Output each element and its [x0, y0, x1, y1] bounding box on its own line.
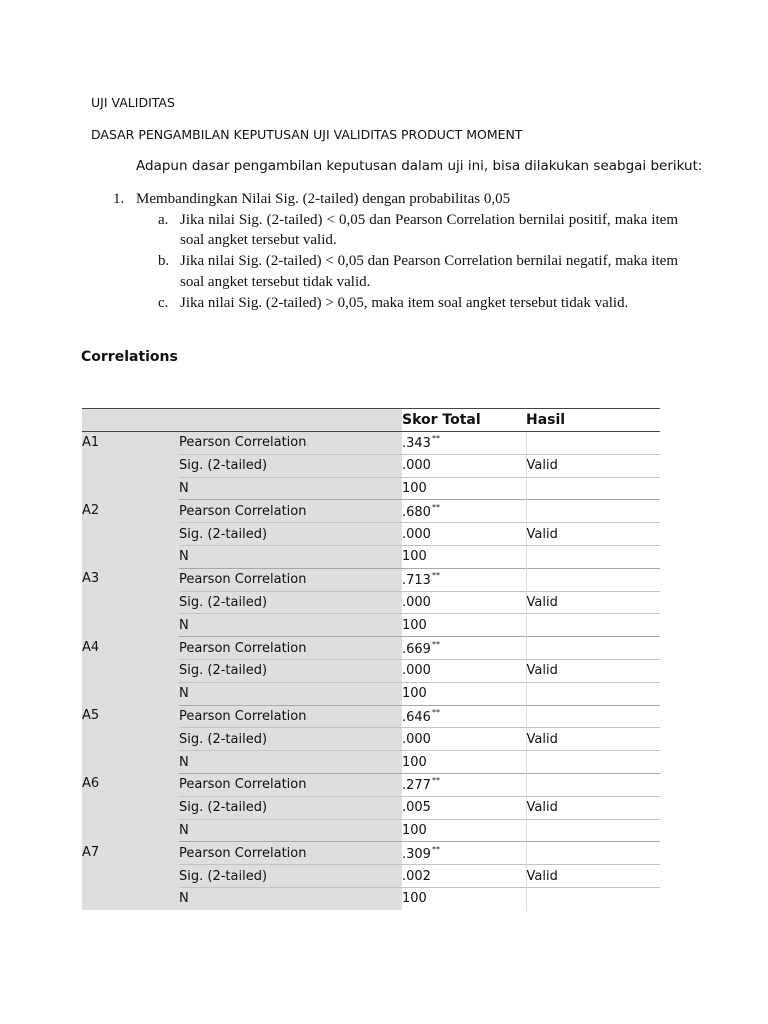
sig-value: .000: [402, 659, 526, 682]
n-value: 100: [402, 682, 526, 705]
result-value: Valid: [526, 728, 660, 751]
result-cell-empty: [526, 773, 660, 796]
stat-label: Sig. (2-tailed): [179, 865, 402, 888]
list-item-1: [108, 189, 678, 210]
n-value: 100: [402, 614, 526, 637]
pearson-value: .277: [402, 778, 431, 794]
stat-label: N: [179, 545, 402, 568]
criteria-list: [108, 189, 678, 313]
result-value: Valid: [526, 454, 660, 477]
table-header-row: [82, 409, 660, 432]
list-marker: a.: [158, 211, 169, 228]
pearson-value: .309: [402, 846, 431, 862]
stat-label: N: [179, 477, 402, 500]
item-label: A2: [82, 500, 179, 568]
sig-value: .000: [402, 728, 526, 751]
result-value: Valid: [526, 659, 660, 682]
item-label: A6: [82, 773, 179, 841]
result-cell-empty: [526, 545, 660, 568]
stat-label: Pearson Correlation: [179, 568, 402, 591]
stat-label: Pearson Correlation: [179, 773, 402, 796]
significance-marker: **: [431, 571, 440, 581]
pearson-value-cell: [402, 432, 526, 455]
pearson-value-cell: [402, 773, 526, 796]
item-label: A4: [82, 637, 179, 705]
result-cell-empty: [526, 682, 660, 705]
sig-value: .000: [402, 591, 526, 614]
significance-marker: **: [431, 639, 440, 649]
stat-label: N: [179, 682, 402, 705]
header-cell-item: [82, 409, 179, 432]
result-cell-empty: [526, 432, 660, 455]
result-cell-empty: [526, 500, 660, 523]
stat-label: Sig. (2-tailed): [179, 591, 402, 614]
n-value: 100: [402, 545, 526, 568]
list-marker: b.: [158, 253, 170, 270]
stat-label: Sig. (2-tailed): [179, 796, 402, 819]
stat-label: N: [179, 614, 402, 637]
table-row: [82, 705, 660, 728]
list-subitem-text: Jika nilai Sig. (2-tailed) < 0,05 dan Pearson Correlation bernilai positif, maka item soal angket tersebut valid.: [180, 211, 678, 249]
stat-label: N: [179, 887, 402, 909]
stat-label: N: [179, 751, 402, 774]
table-row: [82, 637, 660, 660]
stat-label: Pearson Correlation: [179, 842, 402, 865]
stat-label: Sig. (2-tailed): [179, 454, 402, 477]
table-row: [82, 842, 660, 865]
list-subitem-b: [108, 251, 678, 292]
pearson-value-cell: [402, 568, 526, 591]
result-value: Valid: [526, 523, 660, 546]
pearson-value: .713: [402, 573, 431, 589]
list-marker: c.: [158, 294, 169, 311]
correlations-table: [82, 408, 660, 910]
result-cell-empty: [526, 568, 660, 591]
result-cell-empty: [526, 477, 660, 500]
sig-value: .005: [402, 796, 526, 819]
stat-label: Sig. (2-tailed): [179, 728, 402, 751]
pearson-value: .646: [402, 709, 431, 725]
stat-label: Sig. (2-tailed): [179, 659, 402, 682]
pearson-value: .680: [402, 504, 431, 520]
pearson-value-cell: [402, 637, 526, 660]
sig-value: .000: [402, 454, 526, 477]
result-cell-empty: [526, 614, 660, 637]
pearson-value-cell: [402, 500, 526, 523]
table-row: [82, 432, 660, 455]
stat-label: Pearson Correlation: [179, 705, 402, 728]
result-cell-empty: [526, 705, 660, 728]
significance-marker: **: [431, 502, 440, 512]
table-row: [82, 500, 660, 523]
list-subitem-text: Jika nilai Sig. (2-tailed) < 0,05 dan Pearson Correlation bernilai negatif, maka item soal angket tersebut tidak valid.: [180, 253, 678, 290]
list-marker: 1.: [113, 191, 125, 207]
result-cell-empty: [526, 751, 660, 774]
table-row: [82, 773, 660, 796]
result-cell-empty: [526, 842, 660, 865]
document-subtitle: DASAR PENGAMBILAN KEPUTUSAN UJI VALIDITAS PRODUCT MOMENT: [91, 127, 523, 142]
result-cell-empty: [526, 819, 660, 842]
header-cell-hasil: Hasil: [526, 409, 660, 432]
significance-marker: **: [431, 434, 440, 444]
header-cell-skor-total: Skor Total: [402, 409, 526, 432]
list-subitem-text: Jika nilai Sig. (2-tailed) > 0,05, maka item soal angket tersebut tidak valid.: [180, 294, 629, 311]
pearson-value: .669: [402, 641, 431, 657]
result-value: Valid: [526, 796, 660, 819]
item-label: A5: [82, 705, 179, 773]
item-label: A3: [82, 568, 179, 636]
stat-label: Sig. (2-tailed): [179, 523, 402, 546]
item-label: A7: [82, 842, 179, 910]
header-cell-stat: [179, 409, 402, 432]
n-value: 100: [402, 819, 526, 842]
result-value: Valid: [526, 865, 660, 888]
stat-label: Pearson Correlation: [179, 637, 402, 660]
n-value: 100: [402, 751, 526, 774]
list-item-text: Membandingkan Nilai Sig. (2-tailed) dengan probabilitas 0,05: [136, 191, 511, 207]
stat-label: Pearson Correlation: [179, 500, 402, 523]
correlations-title: Correlations: [81, 349, 178, 365]
n-value: 100: [402, 887, 526, 909]
pearson-value-cell: [402, 842, 526, 865]
result-value: Valid: [526, 591, 660, 614]
result-cell-empty: [526, 637, 660, 660]
list-subitem-c: [108, 293, 678, 314]
document-title: UJI VALIDITAS: [91, 95, 175, 110]
significance-marker: **: [431, 707, 440, 717]
pearson-value-cell: [402, 705, 526, 728]
significance-marker: **: [431, 844, 440, 854]
correlations-body: [82, 432, 660, 910]
sig-value: .002: [402, 865, 526, 888]
table-row: [82, 568, 660, 591]
stat-label: Pearson Correlation: [179, 432, 402, 455]
significance-marker: **: [431, 776, 440, 786]
pearson-value: .343: [402, 436, 431, 452]
n-value: 100: [402, 477, 526, 500]
document-intro: Adapun dasar pengambilan keputusan dalam uji ini, bisa dilakukan seabgai berikut:: [136, 158, 703, 174]
list-subitem-a: [108, 210, 678, 251]
stat-label: N: [179, 819, 402, 842]
item-label: A1: [82, 432, 179, 500]
sig-value: .000: [402, 523, 526, 546]
result-cell-empty: [526, 887, 660, 909]
